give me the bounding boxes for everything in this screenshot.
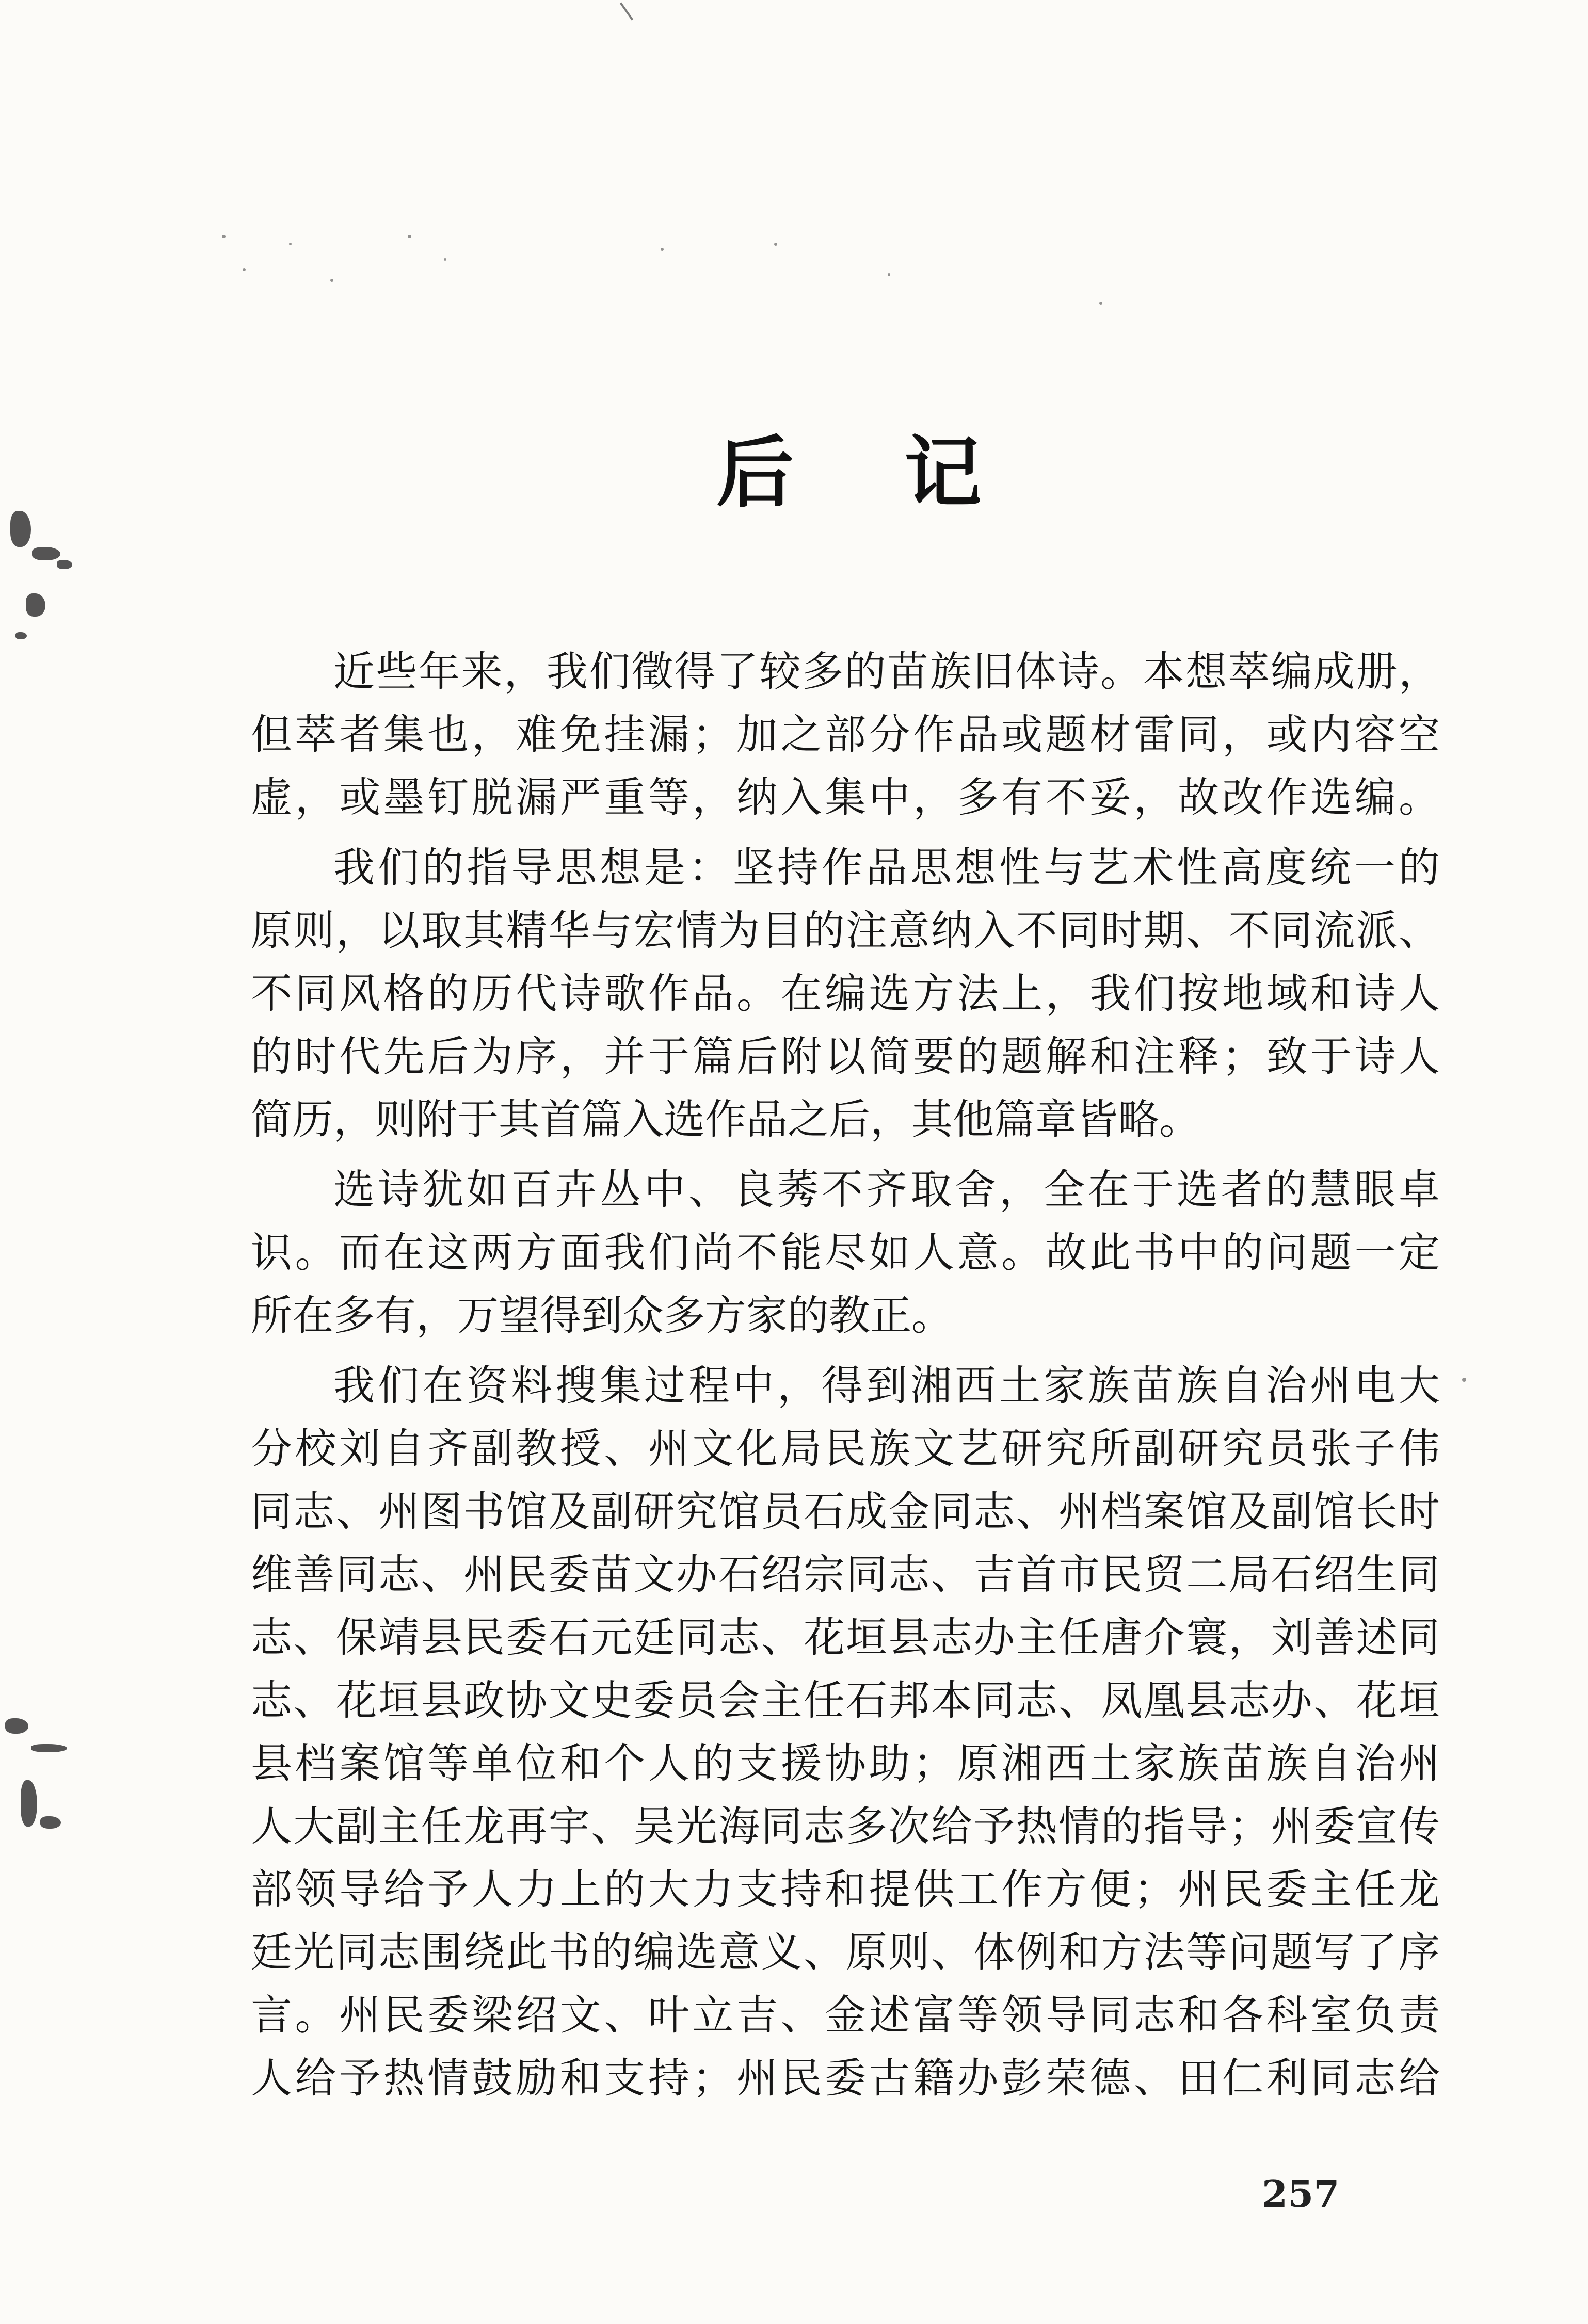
- scan-speck: [661, 248, 664, 251]
- scan-speck: [888, 273, 890, 276]
- text-line: 维善同志、州民委苗文办石绍宗同志、吉首市民贸二局石绍生同: [251, 1551, 1440, 1599]
- text-line: 我们在资料搜集过程中，得到湘西土家族苗族自治州电大: [333, 1362, 1440, 1410]
- binding-mark: [10, 511, 31, 547]
- scan-speck: [444, 258, 446, 261]
- text-line: 我们的指导思想是：坚持作品思想性与艺术性高度统一的: [333, 844, 1440, 892]
- text-line: 部领导给予人力上的大力支持和提供工作方便；州民委主任龙: [251, 1865, 1440, 1913]
- scan-speck: [289, 243, 292, 245]
- binding-mark: [26, 593, 45, 617]
- text-line: 不同风格的历代诗歌作品。在编选方法上，我们按地域和诗人: [251, 970, 1440, 1018]
- text-line: 言。州民委梁绍文、叶立吉、金述富等领导同志和各科室负责: [251, 1991, 1440, 2039]
- text-line: 志、保靖县民委石元廷同志、花垣县志办主任唐介寰，刘善述同: [251, 1613, 1440, 1661]
- text-line: 选诗犹如百卉丛中、良莠不齐取舍，全在于选者的慧眼卓: [333, 1166, 1440, 1214]
- text-line: 原则，以取其精华与宏情为目的注意纳入不同时期、不同流派、: [251, 907, 1440, 955]
- paragraph: [251, 640, 1440, 829]
- text-line: 分校刘自齐副教授、州文化局民族文艺研究所副研究员张子伟: [251, 1425, 1440, 1473]
- paragraph: [251, 836, 1440, 1151]
- scan-speck: [1099, 302, 1102, 305]
- binding-mark: [57, 560, 72, 569]
- binding-mark: [32, 547, 60, 560]
- text-line: 虚，或墨钉脱漏严重等，纳入集中，多有不妥，故改作选编。: [251, 773, 1440, 821]
- binding-mark: [15, 632, 27, 639]
- text-line: 所在多有，万望得到众多方家的教正。: [251, 1292, 953, 1339]
- text-line: 县档案馆等单位和个人的支援协助；原湘西土家族苗族自治州: [251, 1739, 1440, 1787]
- text-line: 近些年来，我们徵得了较多的苗族旧体诗。本想萃编成册，: [333, 648, 1440, 696]
- page-title: 后记: [716, 427, 1093, 518]
- text-line: 识。而在这两方面我们尚不能尽如人意。故此书中的问题一定: [251, 1229, 1440, 1277]
- scan-speck: [1462, 1378, 1466, 1382]
- scan-speck: [330, 279, 333, 282]
- scan-speck: [408, 235, 411, 238]
- text-line: 但萃者集也，难免挂漏；加之部分作品或题材雷同，或内容空: [251, 711, 1440, 758]
- text-line: 人给予热情鼓励和支持；州民委古籍办彭荣德、田仁利同志给: [251, 2054, 1440, 2102]
- paragraph: [251, 1354, 1440, 2110]
- scan-speck: [222, 235, 226, 238]
- binding-mark: [31, 1744, 67, 1752]
- afterword-body: [251, 640, 1440, 2110]
- binding-mark: [21, 1780, 37, 1827]
- text-line: 志、花垣县政协文史委员会主任石邦本同志、凤凰县志办、花垣: [251, 1676, 1440, 1724]
- text-line: 同志、州图书馆及副研究馆员石成金同志、州档案馆及副馆长时: [251, 1488, 1440, 1536]
- paragraph: [251, 1158, 1440, 1347]
- text-line: 简历，则附于其首篇入选作品之后，其他篇章皆略。: [251, 1095, 1200, 1143]
- binding-mark: [40, 1816, 61, 1829]
- binding-mark: [5, 1718, 28, 1734]
- scan-speck: [243, 268, 246, 271]
- scan-mark: [620, 2, 633, 20]
- text-line: 人大副主任龙再宇、吴光海同志多次给予热情的指导；州委宣传: [251, 1802, 1440, 1850]
- text-line: 的时代先后为序，并于篇后附以简要的题解和注释；致于诗人: [251, 1032, 1440, 1080]
- text-line: 廷光同志围绕此书的编选意义、原则、体例和方法等问题写了序: [251, 1928, 1440, 1976]
- page-number: 257: [1262, 2172, 1340, 2216]
- scan-speck: [774, 243, 777, 246]
